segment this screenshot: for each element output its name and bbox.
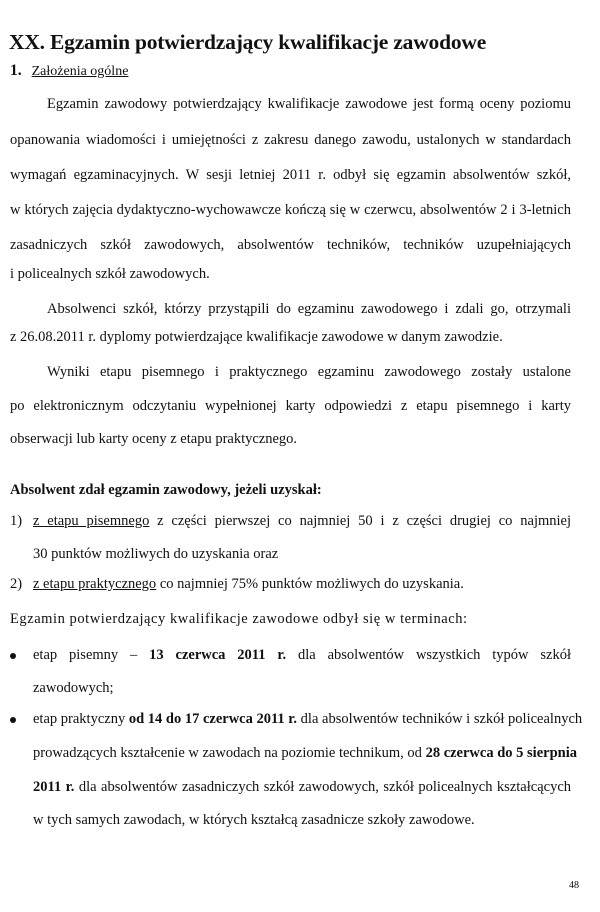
paragraph-line: w których zajęcia dydaktyczno-wychowawcze kończą się w czerwcu, absolwentów 2 i 3-letnich	[10, 202, 571, 218]
paragraph-line: obserwacji lub karty oceny z etapu praktycznego.	[10, 431, 298, 447]
paragraph-line: Egzamin zawodowy potwierdzający kwalifikacje zawodowe jest formą oceny poziomu	[47, 96, 571, 112]
pass-heading: Absolwent zdał egzamin zawodowy, jeżeli uzyskał:	[10, 482, 322, 498]
stage-label: z etapu pisemnego	[33, 513, 150, 529]
schedule-heading: Egzamin potwierdzający kwalifikacje zawodowe odbył się w terminach:	[10, 611, 468, 627]
section-heading	[10, 62, 128, 80]
paragraph-line: z 26.08.2011 r. dyplomy potwierdzające kwalifikacje zawodowe w danym zawodzie.	[10, 329, 503, 345]
paragraph-line: i policealnych szkół zawodowych.	[10, 266, 210, 282]
paragraph-line: Wyniki etapu pisemnego i praktycznego egzaminu zawodowego zostały ustalone	[47, 364, 571, 380]
bullet-line: etap praktyczny od 14 do 17 czerwca 2011 r. dla absolwentów techników i szkół policealnych	[33, 711, 583, 727]
stage-label: z etapu praktycznego	[33, 576, 157, 592]
bullet-line: zawodowych;	[33, 680, 114, 696]
bullet-line: 2011 r. dla absolwentów zasadniczych szkół zawodowych, szkół policealnych kształcących	[33, 779, 571, 795]
paragraph-line: Absolwenci szkół, którzy przystąpili do egzaminu zawodowego i zdali go, otrzymali	[47, 301, 571, 317]
list-item-line: 30 punktów możliwych do uzyskania oraz	[33, 546, 279, 562]
paragraph-line: opanowania wiadomości i umiejętności z zakresu danego zawodu, ustalonych w standardach	[10, 132, 571, 148]
list-item-line: z etapu praktycznego co najmniej 75% punktów możliwych do uzyskania.	[33, 576, 464, 592]
chapter-title: XX. Egzamin potwierdzający kwalifikacje zawodowe	[9, 30, 487, 54]
bullet-icon	[10, 717, 16, 723]
list-marker: 2)	[10, 576, 23, 592]
section-number: 1.	[10, 62, 22, 79]
list-item-line: z etapu pisemnego z części pierwszej co najmniej 50 i z części drugiej co najmniej	[33, 513, 571, 529]
paragraph-line: wymagań egzaminacyjnych. W sesji letniej 2011 r. odbył się egzamin absolwentów szkół,	[10, 167, 571, 183]
bullet-icon	[10, 653, 16, 659]
paragraph-line: zasadniczych szkół zawodowych, absolwentów techników, techników uzupełniających	[10, 237, 571, 253]
paragraph-line: po elektronicznym odczytaniu wypełnionej karty odpowiedzi z etapu pisemnego i karty	[10, 398, 571, 414]
bullet-line: prowadzących kształcenie w zawodach na poziomie technikum, od 28 czerwca do 5 sierpnia	[33, 745, 577, 761]
section-heading-text: Założenia ogólne	[31, 64, 129, 79]
page-number: 48	[569, 880, 579, 891]
list-marker: 1)	[10, 513, 23, 529]
bullet-line: w tych samych zawodach, w których kształcą zasadnicze szkoły zawodowe.	[33, 812, 475, 828]
bullet-line: etap pisemny – 13 czerwca 2011 r. dla absolwentów wszystkich typów szkół	[33, 647, 571, 663]
